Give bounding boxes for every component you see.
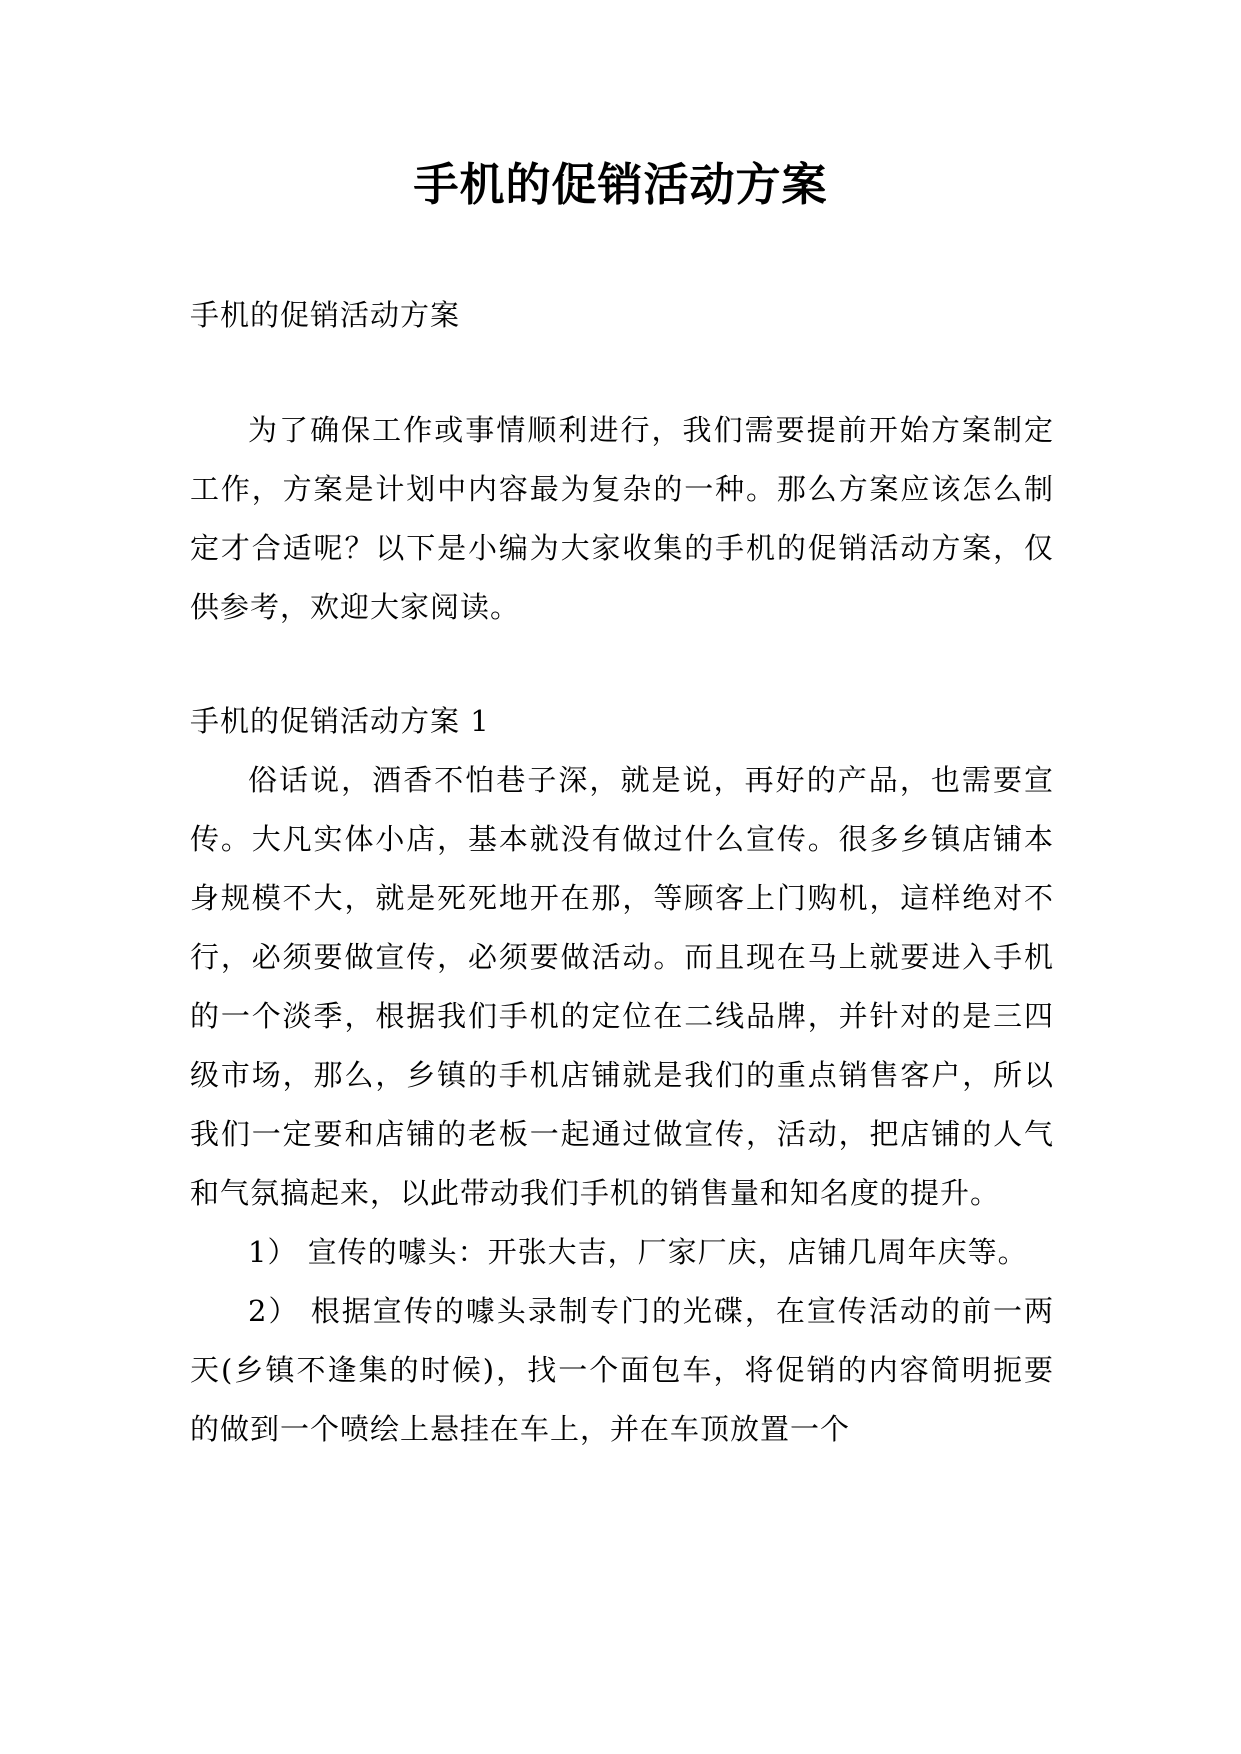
list-item-1: 1） 宣传的噱头：开张大吉，厂家厂庆，店铺几周年庆等。 <box>248 1235 1028 1269</box>
document-body <box>190 286 1054 1459</box>
document-title: 手机的促销活动方案 <box>413 158 828 211</box>
section-heading: 手机的促销活动方案 1 <box>190 704 490 738</box>
body-paragraph: 俗话说，酒香不怕巷子深，就是说，再好的产品，也需要宣传。大凡实体小店，基本就没有做过什么宣传。很多乡镇店铺本身规模不大，就是死死地开在那，等顾客上门购机，這样绝对不行，必须要做宣传，必须要做活动。而且现在马上就要进入手机的一个淡季，根据我们手机的定位在二线品牌，并针对的是三四级市场，那么，乡镇的手机店铺就是我们的重点销售客户，所以我们一定要和店铺的老板一起通过做宣传，活动，把店铺的人气和气氛搞起来，以此带动我们手机的销售量和知名度的提升。 <box>190 763 1054 1210</box>
intro-paragraph: 为了确保工作或事情顺利进行，我们需要提前开始方案制定工作，方案是计划中内容最为复杂的一种。那么方案应该怎么制定才合适呢？以下是小编为大家收集的手机的促销活动方案，仅供参考，欢迎大家阅读。 <box>190 413 1054 624</box>
list-item-2: 2） 根据宣传的噱头录制专门的光碟，在宣传活动的前一两天(乡镇不逢集的时候)，找一个面包车，将促销的内容简明扼要的做到一个喷绘上悬挂在车上，并在车顶放置一个 <box>190 1294 1054 1446</box>
document-subtitle: 手机的促销活动方案 <box>190 298 461 332</box>
